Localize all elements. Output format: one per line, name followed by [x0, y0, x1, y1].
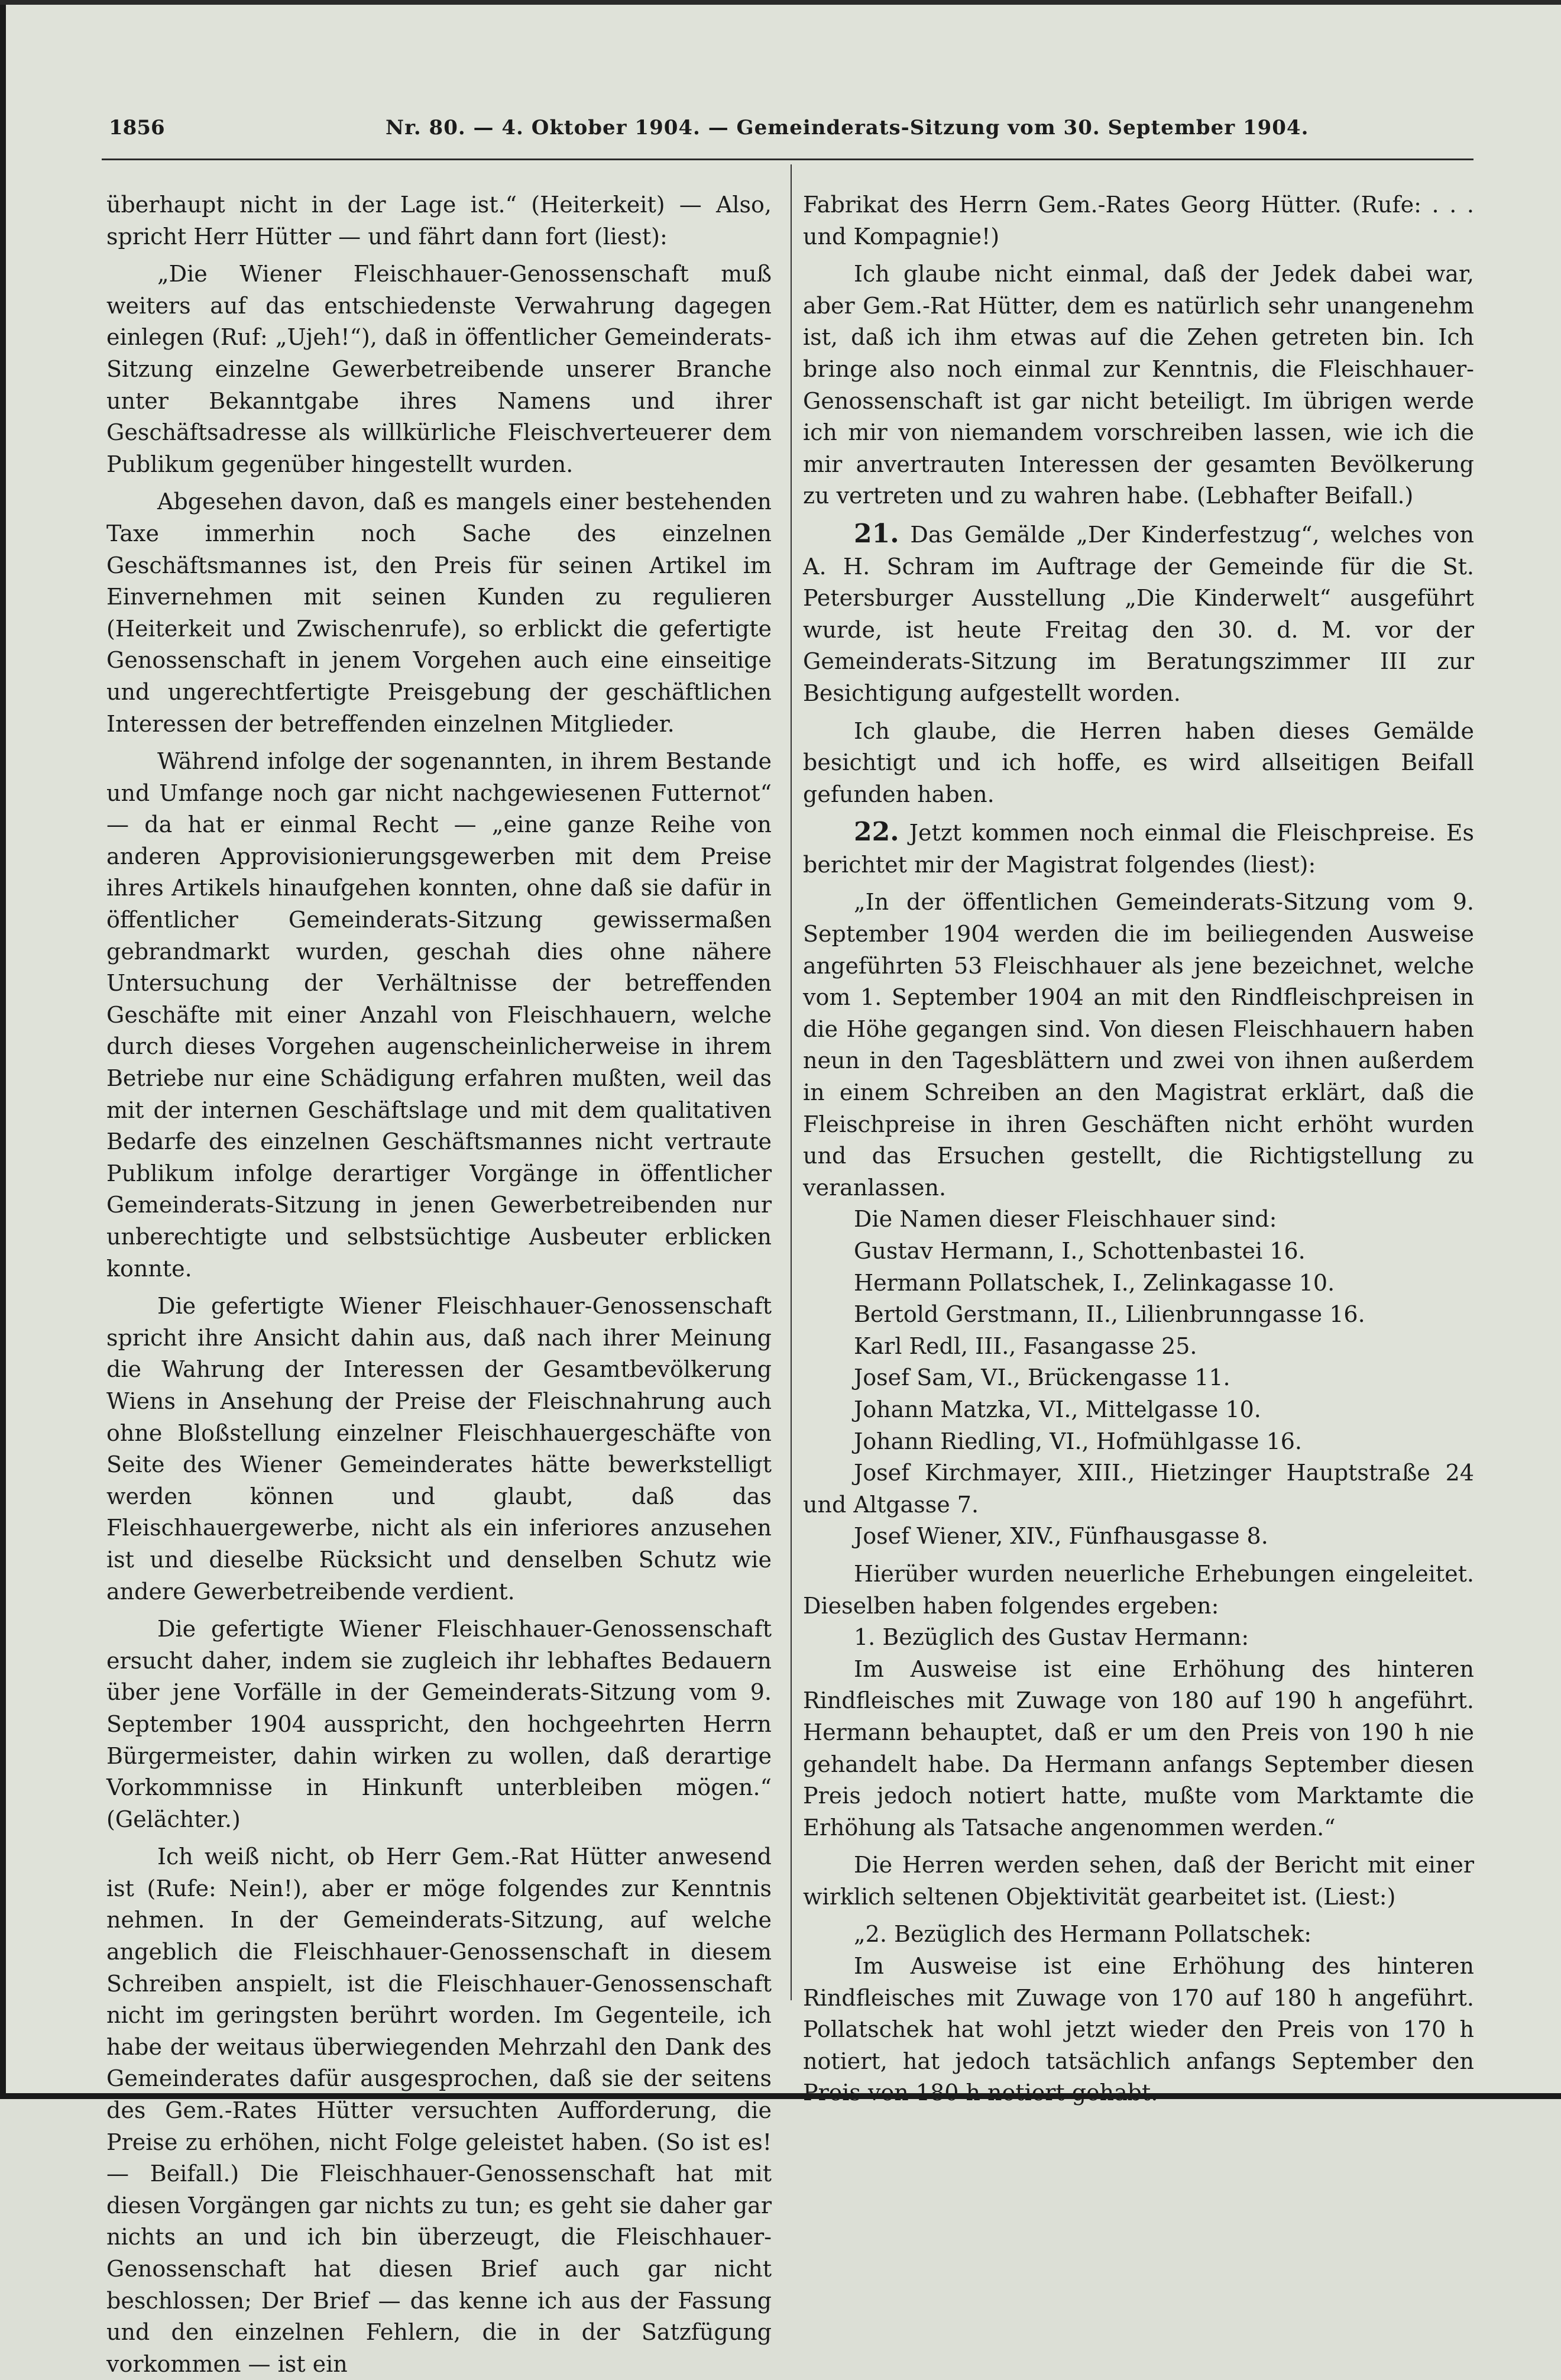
- paragraph: Die Herren werden sehen, daß der Bericht mit einer wirklich seltenen Objektivität gearbeitet ist. (Liest:): [803, 1852, 1474, 1910]
- paragraph: Ich glaube, die Herren haben dieses Gemälde besichtigt und ich hoffe, es wird allseitigen Beifall gefunden haben.: [803, 717, 1474, 807]
- item-text: Jetzt kommen noch einmal die Fleischpreise. Es berichtet mir der Magistrat folgendes (liest):: [803, 820, 1474, 878]
- page-number: 1856: [109, 116, 165, 140]
- paragraph: Im Ausweise ist eine Erhöhung des hinteren Rindfleisches mit Zuwage von 170 auf 180 h angeführt. Pollatschek hat wohl jetzt wieder den Preis von 170 h notiert, hat jedoch tatsächlich anfangs September den Preis von 180 h notiert gehabt.: [803, 1953, 1474, 2106]
- scan-edge-top: [0, 0, 1561, 5]
- agenda-item-21: [803, 518, 1474, 710]
- paragraph: Hierüber wurden neuerliche Erhebungen eingeleitet. Dieselben haben folgendes ergeben:: [803, 1560, 1474, 1619]
- page-header: [109, 116, 1309, 151]
- list-item: Johann Riedling, VI., Hofmühlgasse 16.: [854, 1428, 1302, 1454]
- header-rule: [102, 159, 1473, 160]
- paragraph: Im Ausweise ist eine Erhöhung des hinteren Rindfleisches mit Zuwage von 180 auf 190 h angeführt. Hermann behauptet, daß er um den Preis von 190 h nie gehandelt habe. Da Hermann anfangs September diesen Preis jedoch notiert hatte, mußte vom Marktamte die Erhöhung als Tatsache angenommen werden.“: [803, 1655, 1474, 1841]
- list-item: Karl Redl, III., Fasangasse 25.: [854, 1333, 1197, 1359]
- paragraph: überhaupt nicht in der Lage ist.“ (Heiterkeit) — Also, spricht Herr Hütter — und fährt dann fort (liest):: [106, 192, 772, 250]
- right-column: [803, 189, 1474, 2109]
- paragraph: Die gefertigte Wiener Fleischhauer-Genossenschaft spricht ihre Ansicht dahin aus, daß nach ihrer Meinung die Wahrung der Interessen der Gesamtbevölkerung Wiens in Ansehung der Preise der Fleischnahrung auch ohne Bloßstellung einzelner Fleischhauergeschäfte von Seite des Wiener Gemeinderates hätte bewerkstelligt werden können und glaubt, daß das Fleischhauergewerbe, nicht als ein inferiores anzusehen ist und dieselbe Rücksicht und denselben Schutz wie andere Gewerbetreibende verdient.: [106, 1293, 772, 1605]
- item-number: 21.: [854, 518, 899, 549]
- paragraph: 1. Bezüglich des Gustav Hermann:: [854, 1624, 1249, 1651]
- list-item: Josef Sam, VI., Brückengasse 11.: [854, 1364, 1230, 1391]
- list-item: Johann Matzka, VI., Mittelgasse 10.: [854, 1396, 1261, 1422]
- left-column: [106, 189, 772, 2380]
- running-title: Nr. 80. — 4. Oktober 1904. — Gemeinderats-Sitzung vom 30. September 1904.: [386, 116, 1309, 140]
- item-text: Das Gemälde „Der Kinderfestzug“, welches von A. H. Schram im Auftrage der Gemeinde für die St. Petersburger Ausstellung „Die Kinderwelt“ ausgeführt wurde, ist heute Freitag den 30. d. M. vor der Gemeinderats-Sitzung im Beratungszimmer III zur Besichtigung aufgestellt worden.: [803, 521, 1474, 706]
- list-item: Gustav Hermann, I., Schottenbastei 16.: [854, 1238, 1306, 1264]
- scan-edge-left: [0, 0, 6, 2099]
- paragraph: „Die Wiener Fleischhauer-Genossenschaft muß weiters auf das entschiedenste Verwahrung dagegen einlegen (Ruf: „Ujeh!“), daß in öffentlicher Gemeinderats-Sitzung einzelne Gewerbetreibende unserer Branche unter Bekanntgabe ihres Namens und ihrer Geschäftsadresse als willkürliche Fleischverteuerer dem Publikum gegenüber hingestellt wurden.: [106, 261, 772, 477]
- paragraph: Ich weiß nicht, ob Herr Gem.-Rat Hütter anwesend ist (Rufe: Nein!), aber er möge folgendes zur Kenntnis nehmen. In der Gemeinderats-Sitzung, auf welche angeblich die Fleischhauer-Genossenschaft in diesem Schreiben anspielt, ist die Fleischhauer-Genossenschaft nicht im geringsten berührt worden. Im Gegenteile, ich habe der weitaus überwiegenden Mehrzahl den Dank des Gemeinderates dafür ausgesprochen, daß sie der seitens des Gem.-Rates Hütter versuchten Aufforderung, die Preise zu erhöhen, nicht Folge geleistet haben. (So ist es! — Beifall.) Die Fleischhauer-Genossenschaft hat mit diesen Vorgängen gar nichts zu tun; es geht sie daher gar nichts an und ich bin überzeugt, die Fleischhauer-Genossenschaft hat diesen Brief auch gar nicht beschlossen; Der Brief — das kenne ich aus der Fassung und den einzelnen Fehlern, die in der Satzfügung vorkommen — ist ein: [106, 1844, 772, 2377]
- paragraph: Während infolge der sogenannten, in ihrem Bestande und Umfange noch gar nicht nachgewiesenen Futternot“ — da hat er einmal Recht — „eine ganze Reihe von anderen Approvisionierungsgewerben mit dem Preise ihres Artikels hinaufgehen konnten, ohne daß sie dafür in öffentlicher Gemeinderats-Sitzung gewissermaßen gebrandmarkt wurden, geschah dies ohne nähere Untersuchung der Verhältnisse der betreffenden Geschäfte mit einer Anzahl von Fleischhauern, welche durch dieses Vorgehen augenscheinlicherweise in ihrem Betriebe nur eine Schädigung erfahren mußten, weil das mit der internen Geschäftslage und mit dem qualitativen Bedarfe des einzelnen Geschäftsmannes nicht vertraute Publikum infolge derartiger Vorgänge in öffentlicher Gemeinderats-Sitzung in jenen Gewerbetreibenden nur unberechtigte und selbstsüchtige Ausbeuter erblicken konnte.: [106, 748, 772, 1282]
- paragraph: „2. Bezüglich des Hermann Pollatschek:: [854, 1921, 1312, 1948]
- list-heading: Die Namen dieser Fleischhauer sind:: [854, 1206, 1277, 1233]
- paragraph: Ich glaube nicht einmal, daß der Jedek dabei war, aber Gem.-Rat Hütter, dem es natürlich sehr unangenehm ist, daß ich ihm etwas auf die Zehen getreten bin. Ich bringe also noch einmal zur Kenntnis, die Fleischhauer-Genossenschaft ist gar nicht beteiligt. Im übrigen werde ich mir von niemandem vorschreiben lassen, wie ich die mir anvertrauten Interessen der gesamten Bevölkerung zu vertreten und zu wahren habe. (Lebhafter Beifall.): [803, 261, 1474, 509]
- paragraph: Abgesehen davon, daß es mangels einer bestehenden Taxe immerhin noch Sache des einzelnen Geschäftsmannes ist, den Preis für seinen Artikel im Einvernehmen mit seinen Kunden zu regulieren (Heiterkeit und Zwischenrufe), so erblickt die gefertigte Genossenschaft in jenem Vorgehen auch eine einseitige und ungerechtfertigte Preisgebung der geschäftlichen Interessen der betreffenden einzelnen Mitglieder.: [106, 489, 772, 737]
- column-divider: [791, 164, 792, 2000]
- item-number: 22.: [854, 817, 899, 848]
- list-item: Josef Kirchmayer, XIII., Hietzinger Hauptstraße 24 und Altgasse 7.: [803, 1460, 1474, 1518]
- list-item: Bertold Gerstmann, II., Lilienbrunngasse 16.: [854, 1301, 1365, 1328]
- paragraph: Fabrikat des Herrn Gem.-Rates Georg Hütter. (Rufe: . . . und Kompagnie!): [803, 192, 1474, 250]
- paragraph: „In der öffentlichen Gemeinderats-Sitzung vom 9. September 1904 werden die im beiliegenden Ausweise angeführten 53 Fleischhauer als jene bezeichnet, welche vom 1. September 1904 an mit den Rindfleischpreisen in die Höhe gegangen sind. Von diesen Fleischhauern haben neun in den Tagesblättern und zwei von ihnen außerdem in einem Schreiben an den Magistrat erklärt, daß die Fleischpreise in ihren Geschäften nicht erhöht wurden und das Ersuchen gestellt, die Richtigstellung zu veranlassen.: [803, 889, 1474, 1201]
- butcher-name-list: [803, 1204, 1474, 1553]
- list-item: Josef Wiener, XIV., Fünfhausgasse 8.: [854, 1523, 1268, 1550]
- agenda-item-22: [803, 816, 1474, 881]
- paragraph: Die gefertigte Wiener Fleischhauer-Genossenschaft ersucht daher, indem sie zugleich ihr lebhaftes Bedauern über jene Vorfälle in der Gemeinderats-Sitzung vom 9. September 1904 ausspricht, den hochgeehrten Herrn Bürgermeister, dahin wirken zu wollen, daß derartige Vorkommnisse in Hinkunft unterbleiben mögen.“ (Gelächter.): [106, 1616, 772, 1832]
- list-item: Hermann Pollatschek, I., Zelinkagasse 10.: [854, 1269, 1335, 1296]
